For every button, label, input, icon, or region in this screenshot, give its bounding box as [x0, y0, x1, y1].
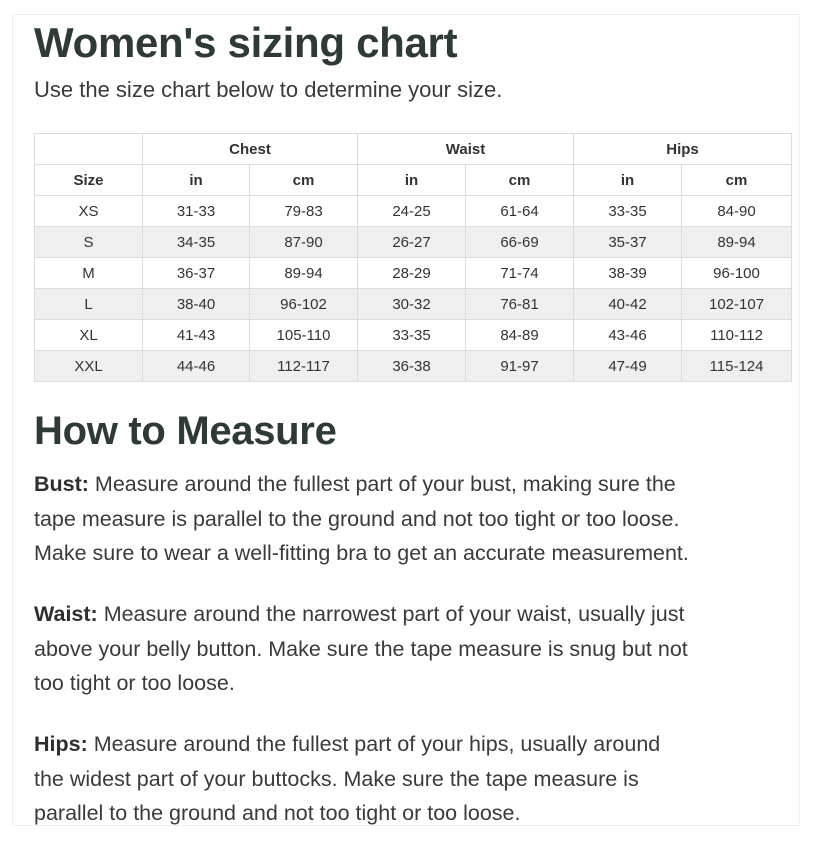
- sizing-page: [12, 14, 800, 826]
- unit-header: in: [358, 165, 466, 196]
- table-cell: 89-94: [250, 258, 358, 289]
- table-cell: 61-64: [466, 196, 574, 227]
- table-row: [35, 227, 792, 258]
- hips-line-3: parallel to the ground and not too tight or too loose.: [34, 801, 521, 825]
- table-cell: 115-124: [682, 351, 792, 382]
- table-cell: 33-35: [358, 320, 466, 351]
- table-row: [35, 351, 792, 382]
- table-row: [35, 289, 792, 320]
- unit-header: cm: [466, 165, 574, 196]
- table-cell: 26-27: [358, 227, 466, 258]
- table-cell: 112-117: [250, 351, 358, 382]
- unit-header: in: [574, 165, 682, 196]
- table-cell: 105-110: [250, 320, 358, 351]
- page-title: Women's sizing chart: [34, 19, 458, 66]
- table-cell: 36-37: [143, 258, 250, 289]
- page-subtitle: Use the size chart below to determine your size.: [34, 77, 503, 102]
- hips-instructions: [34, 727, 794, 831]
- size-cell: XXL: [35, 351, 143, 382]
- bust-line-2: tape measure is parallel to the ground and not too tight or too loose.: [34, 506, 680, 531]
- table-row: [35, 196, 792, 227]
- table-cell: 40-42: [574, 289, 682, 320]
- bust-term: Bust:: [34, 472, 89, 496]
- group-header-chest: Chest: [143, 134, 358, 165]
- waist-line-1: Measure around the narrowest part of your waist, usually just: [103, 602, 685, 626]
- table-cell: 28-29: [358, 258, 466, 289]
- table-cell: 31-33: [143, 196, 250, 227]
- unit-header: in: [143, 165, 250, 196]
- waist-line-2: above your belly button. Make sure the tape measure is snug but not: [34, 636, 688, 661]
- size-cell: M: [35, 258, 143, 289]
- table-cell: 38-40: [143, 289, 250, 320]
- table-cell: 84-90: [682, 196, 792, 227]
- group-header-row: [35, 134, 792, 165]
- table-cell: 96-102: [250, 289, 358, 320]
- waist-line-3: too tight or too loose.: [34, 671, 235, 695]
- hips-line-1: Measure around the fullest part of your hips, usually around: [93, 732, 661, 756]
- table-cell: 34-35: [143, 227, 250, 258]
- table-cell: 47-49: [574, 351, 682, 382]
- bust-line-3: Make sure to wear a well-fitting bra to get an accurate measurement.: [34, 541, 689, 565]
- table-cell: 66-69: [466, 227, 574, 258]
- table-cell: 24-25: [358, 196, 466, 227]
- size-header: Size: [35, 165, 143, 196]
- table-cell: 41-43: [143, 320, 250, 351]
- table-cell: 96-100: [682, 258, 792, 289]
- table-cell: 87-90: [250, 227, 358, 258]
- table-cell: 110-112: [682, 320, 792, 351]
- group-header-hips: Hips: [574, 134, 792, 165]
- hips-term: Hips:: [34, 732, 88, 756]
- table-cell: 35-37: [574, 227, 682, 258]
- table-row: [35, 258, 792, 289]
- size-cell: L: [35, 289, 143, 320]
- table-cell: 102-107: [682, 289, 792, 320]
- table-cell: 44-46: [143, 351, 250, 382]
- waist-instructions: [34, 597, 794, 701]
- hips-line-2: the widest part of your buttocks. Make sure the tape measure is: [34, 766, 639, 791]
- blank-header-cell: [35, 134, 143, 165]
- size-cell: XL: [35, 320, 143, 351]
- waist-term: Waist:: [34, 602, 98, 626]
- unit-header-row: [35, 165, 792, 196]
- size-rows: [35, 196, 792, 382]
- unit-header: cm: [250, 165, 358, 196]
- table-cell: 43-46: [574, 320, 682, 351]
- table-cell: 79-83: [250, 196, 358, 227]
- table-cell: 38-39: [574, 258, 682, 289]
- unit-header: cm: [682, 165, 792, 196]
- table-cell: 33-35: [574, 196, 682, 227]
- size-cell: XS: [35, 196, 143, 227]
- bust-instructions: [34, 467, 794, 571]
- table-cell: 71-74: [466, 258, 574, 289]
- size-cell: S: [35, 227, 143, 258]
- table-row: [35, 320, 792, 351]
- table-cell: 30-32: [358, 289, 466, 320]
- size-chart-table: [34, 133, 792, 382]
- group-header-waist: Waist: [358, 134, 574, 165]
- table-cell: 91-97: [466, 351, 574, 382]
- table-cell: 76-81: [466, 289, 574, 320]
- bust-line-1: Measure around the fullest part of your bust, making sure the: [94, 472, 676, 496]
- table-cell: 84-89: [466, 320, 574, 351]
- table-cell: 89-94: [682, 227, 792, 258]
- table-cell: 36-38: [358, 351, 466, 382]
- how-to-measure-heading: How to Measure: [34, 409, 337, 453]
